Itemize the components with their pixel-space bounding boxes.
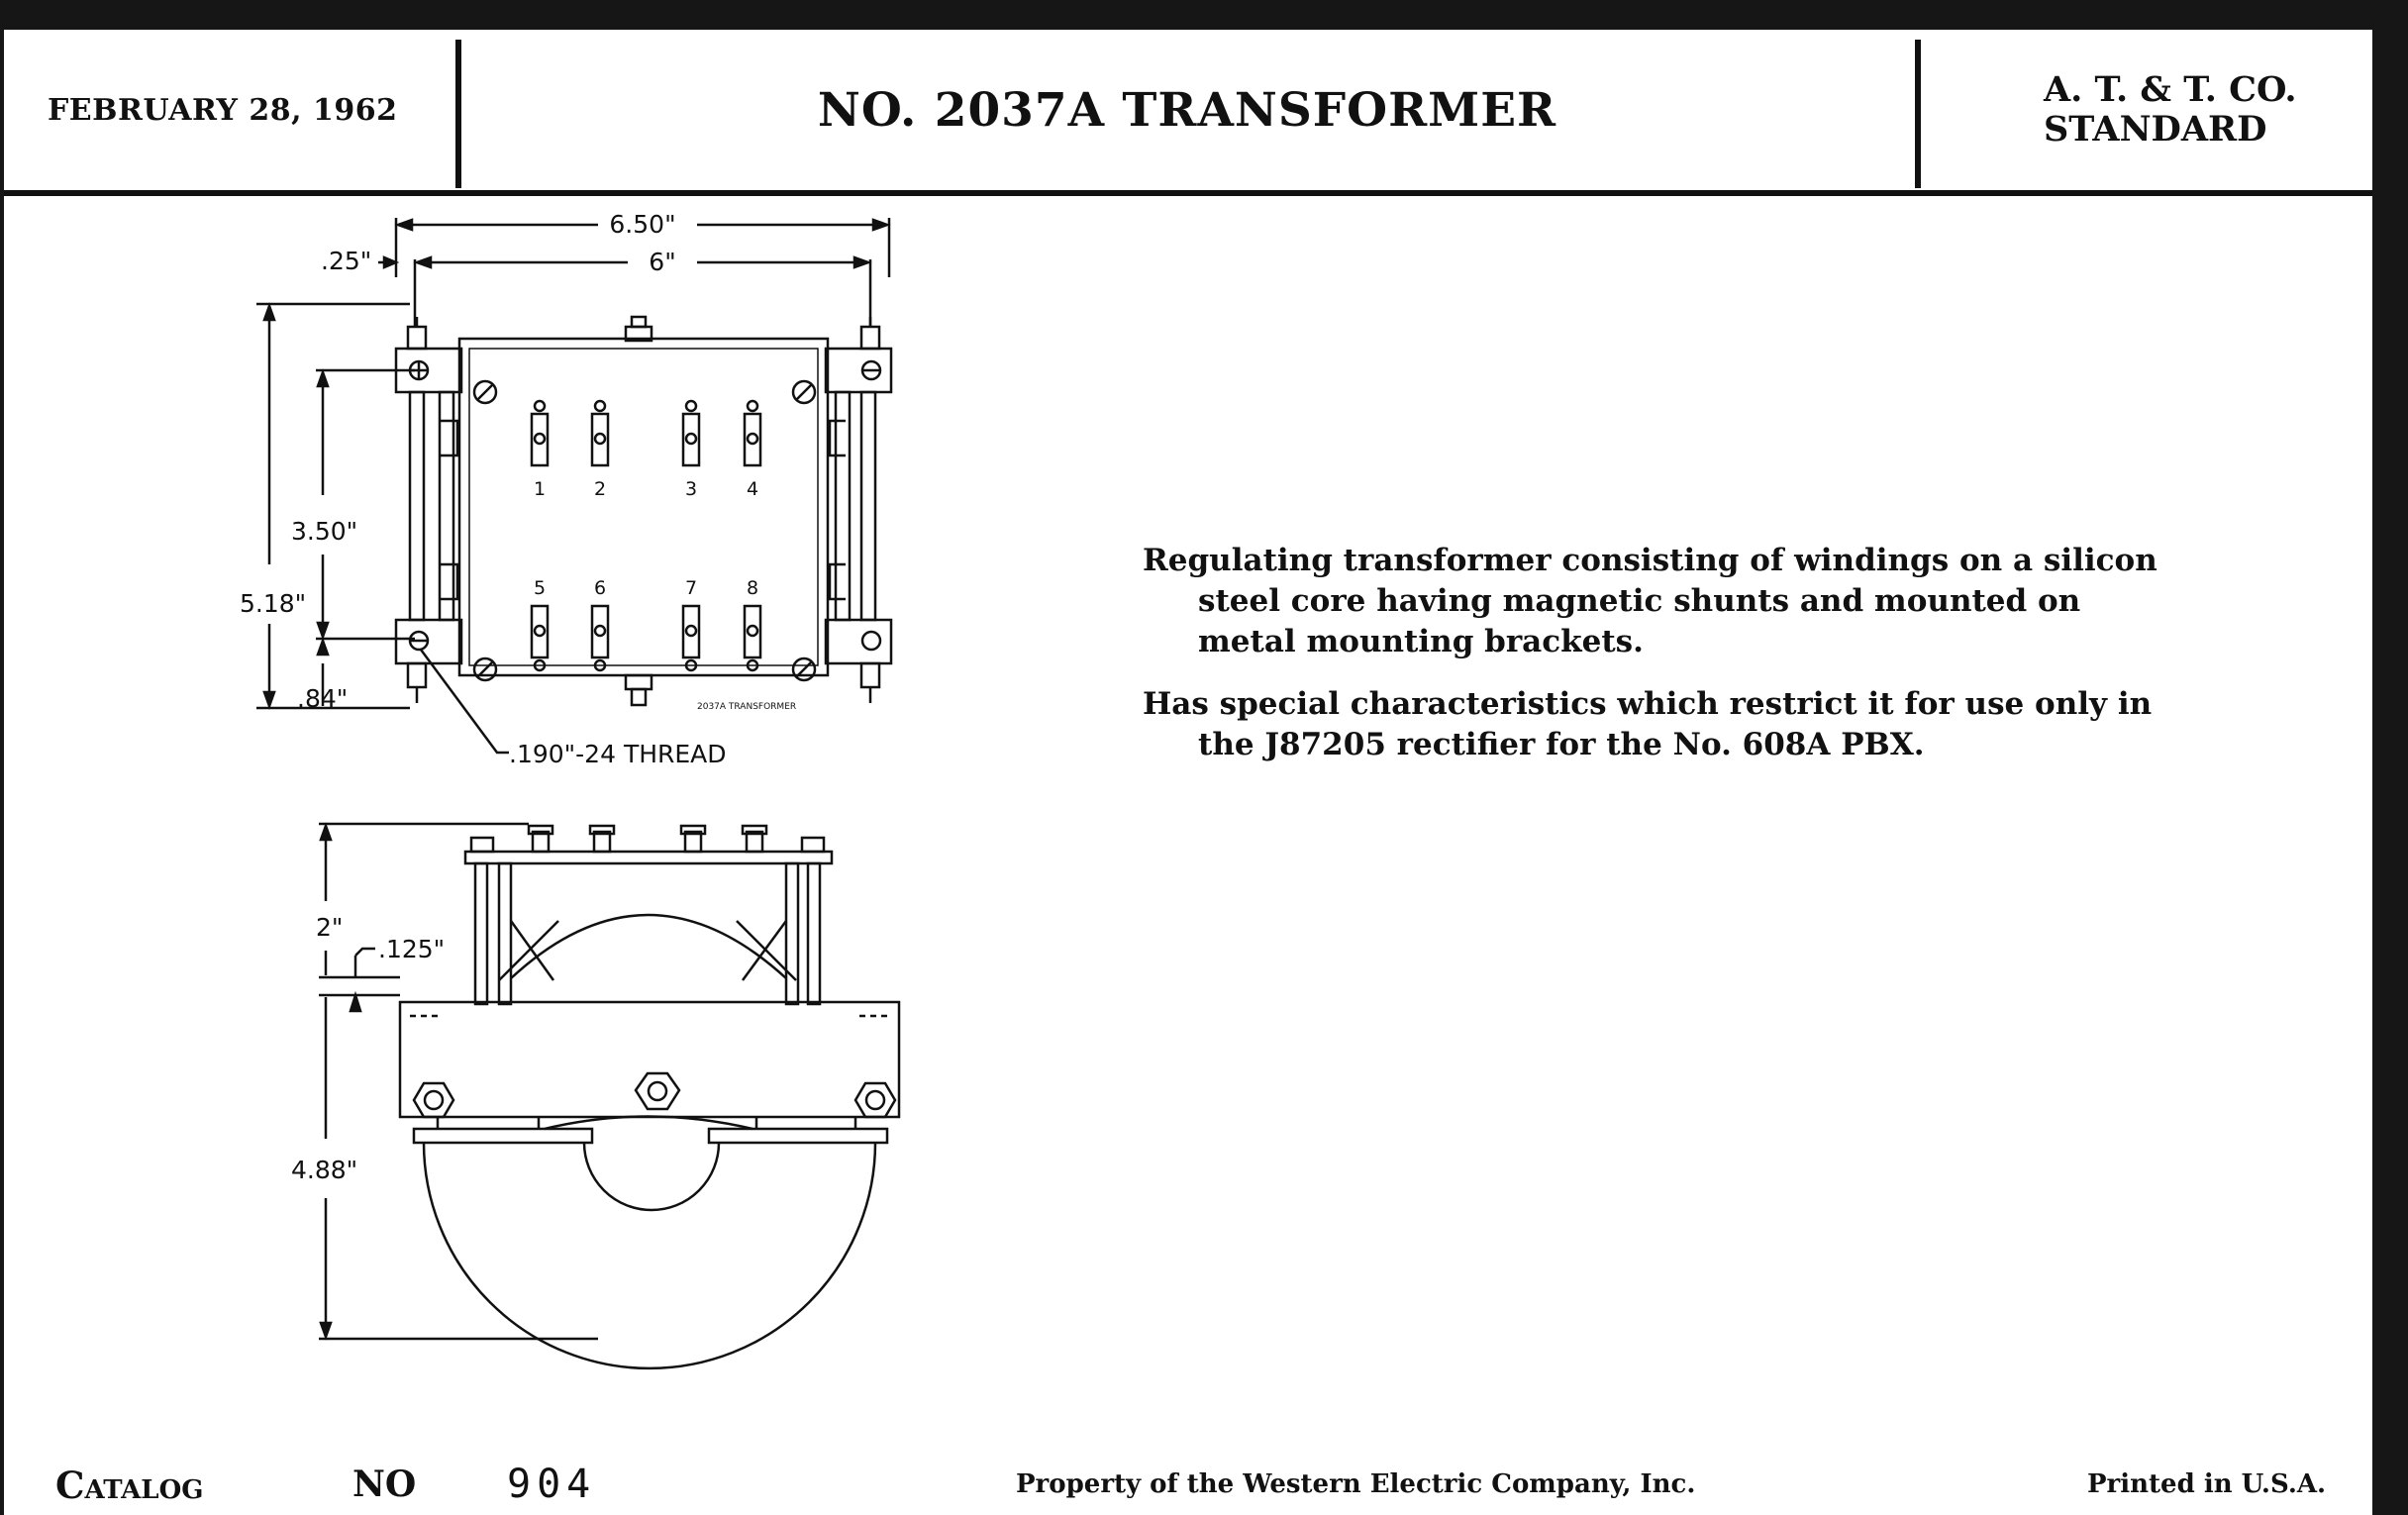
catalog-number: 904 bbox=[507, 1462, 597, 1507]
terminal-label: 1 bbox=[533, 478, 547, 500]
standard-label bbox=[1925, 30, 2351, 190]
dim-left-offset: .25" bbox=[321, 247, 372, 275]
terminal-label: 3 bbox=[684, 478, 698, 500]
top-view bbox=[256, 218, 891, 753]
dim-mount-spacing: 3.50" bbox=[291, 517, 358, 546]
page-title: NO. 2037A TRANSFORMER bbox=[817, 82, 1557, 138]
dim-lower-height: 4.88" bbox=[291, 1156, 358, 1184]
dim-bracket: .125" bbox=[378, 935, 446, 963]
dim-inner-width: 6" bbox=[649, 248, 676, 276]
issue-date: FEBRUARY 28, 1962 bbox=[48, 92, 398, 128]
side-view bbox=[319, 824, 899, 1368]
property-note: Property of the Western Electric Company, Inc. bbox=[1016, 1469, 1696, 1499]
nameplate-label: 2037A TRANSFORMER bbox=[697, 702, 797, 712]
terminal-label: 5 bbox=[533, 577, 547, 599]
catalog-no-label: NO bbox=[352, 1464, 417, 1505]
description bbox=[1143, 541, 2162, 787]
hex-nut-left bbox=[414, 1083, 453, 1117]
terminal-label: 7 bbox=[684, 577, 698, 599]
catalog-label: Catalog bbox=[55, 1464, 204, 1507]
terminal-label: 2 bbox=[593, 478, 607, 500]
description-paragraph-2: Has special characteristics which restrict it for use only in the J87205 rectifier for the No. 608A PBX. bbox=[1143, 686, 2153, 762]
hex-nut-center bbox=[636, 1073, 679, 1109]
terminal-label: 4 bbox=[746, 478, 759, 500]
dim-overall-width: 6.50" bbox=[609, 210, 676, 239]
sheet-footer bbox=[4, 1456, 2372, 1515]
dim-height: 5.18" bbox=[240, 589, 307, 618]
terminal-row-top bbox=[532, 401, 760, 465]
description-paragraph-1: Regulating transformer consisting of windings on a silicon steel core having magnetic shunts and mounted on metal mounting brackets. bbox=[1143, 543, 2157, 659]
terminal-label: 8 bbox=[746, 577, 759, 599]
standard-line-1: A. T. & T. CO. bbox=[2044, 69, 2297, 110]
hex-nut-right bbox=[855, 1083, 895, 1117]
thread-note: .190"-24 THREAD bbox=[509, 740, 727, 768]
dim-bottom-offset: .84" bbox=[297, 684, 349, 713]
standard-line-2: STANDARD bbox=[2044, 109, 2267, 150]
dim-top-height: 2" bbox=[316, 913, 344, 942]
terminal-label: 6 bbox=[593, 577, 607, 599]
catalog-sheet bbox=[4, 30, 2372, 1515]
printed-note: Printed in U.S.A. bbox=[2087, 1469, 2327, 1499]
header-divider bbox=[1915, 40, 1921, 188]
terminal-row-bottom bbox=[532, 606, 760, 670]
transformer-drawing bbox=[4, 30, 1143, 1436]
